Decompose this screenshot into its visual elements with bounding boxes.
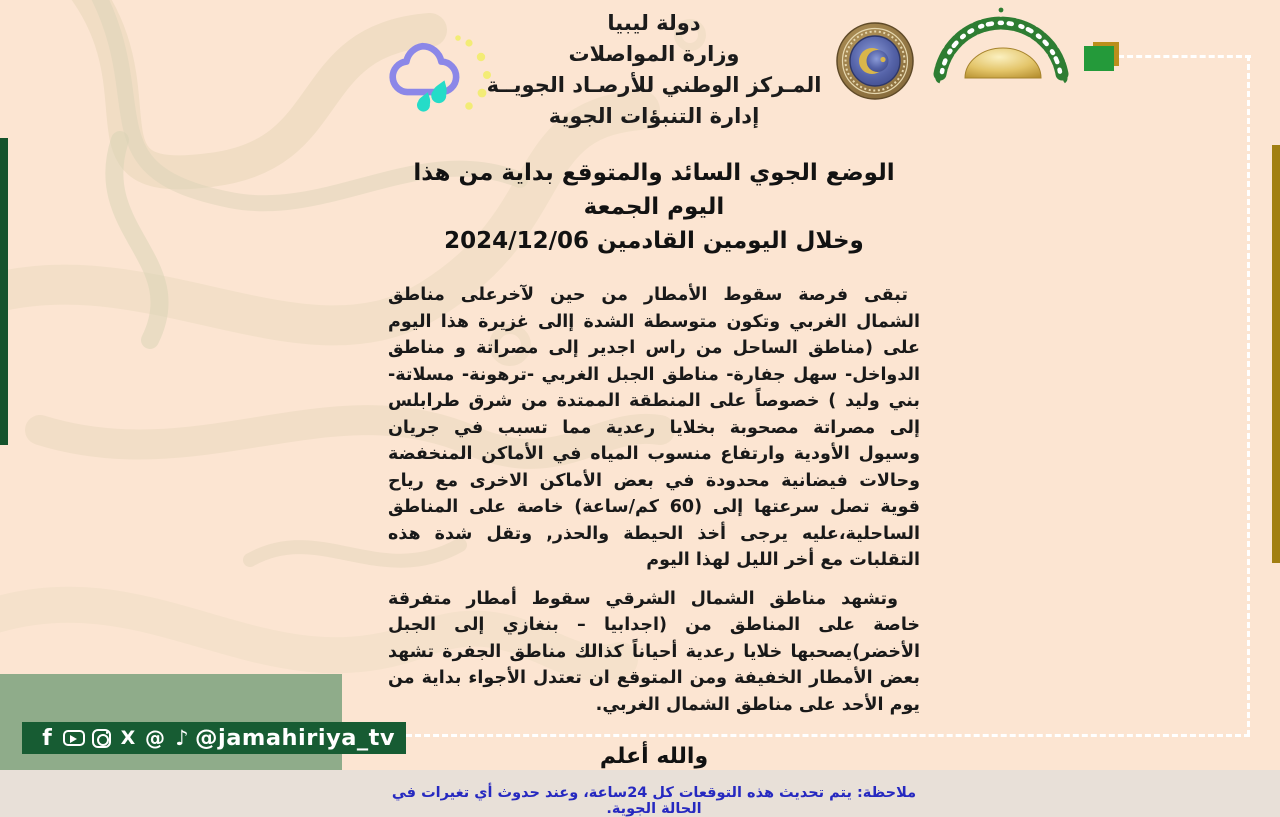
right-olive-edge-bar: [1272, 145, 1280, 563]
org-line-center: المـركز الوطني للأرصـاد الجويــة: [486, 73, 822, 97]
jamahiriya-tv-logo: [928, 2, 1074, 82]
social-handle[interactable]: @jamahiriya_tv: [195, 725, 396, 751]
social-icons-group: [36, 727, 193, 749]
social-media-bar: [22, 722, 406, 754]
title-date: 2024/12/06: [444, 228, 589, 254]
threads-icon[interactable]: @: [145, 726, 165, 750]
left-green-edge-bar: [0, 138, 8, 445]
org-line-department: إدارة التنبؤات الجوية: [548, 104, 760, 128]
youtube-icon-shape: [63, 730, 85, 746]
forecast-paragraph-northeast: وتشهد مناطق الشمال الشرقي سقوط أمطار متفرقة خاصة على المناطق من (اجدابيا – بنغازي إلى الجبل الأخضر)يصحبها خلايا رعدية أحياناً كذالك مناطق الجفرة تشهد بعض الأمطار الخفيفة ومن المتوقع ان تعتدل الأجواء بداية من يوم الأحد على مناطق الشمال الغربي.: [388, 588, 920, 715]
dashed-border-top: [1118, 55, 1251, 58]
tiktok-icon[interactable]: ♪: [175, 726, 189, 750]
x-icon[interactable]: X: [120, 727, 136, 749]
instagram-icon-shape: [92, 729, 111, 748]
update-note: ملاحظة: يتم تحديث هذه التوقعات كل 24ساعة، وعند حدوث أي تغيرات في الحالة الجوية.: [391, 785, 917, 817]
closing-phrase: والله أعلم: [599, 744, 709, 769]
org-line-ministry: وزارة المواصلات: [568, 42, 740, 66]
bulletin-title: [388, 156, 920, 258]
title-line-1: الوضع الجوي السائد والمتوقع بداية من هذا اليوم الجمعة: [413, 160, 895, 220]
green-flag-icon: [1084, 46, 1114, 71]
facebook-icon[interactable]: f: [42, 725, 52, 751]
dashed-border-right: [1247, 55, 1250, 736]
forecast-paragraph-northwest: تبقى فرصة سقوط الأمطار من حين لآخرعلى مناطق الشمال الغربي وتكون متوسطة الشدة إالى غزيرة هذا اليوم على (مناطق الساحل من راس اجدير إلى مصراتة و مناطق الدواخل- سهل جفارة- مناطق الجبل الغربي -ترهونة- مسلاتة- بني وليد ) خصوصاً على المنطقة الممتدة من شرق طرابلس إلى مصراتة مصحوبة بخلايا رعدية مما تسبب في جريان وسيول الأودية وارتفاع منسوب المياه في الأماكن المنخفضة وحالات فيضانية محدودة في بعض الأماكن الاخرى مع رياح قوية تصل سرعتها إلى (60 كم/ساعة) خاصة على المناطق الساحلية،عليه يرجى أخذ الحيطة والحذر, وتقل شدة هذه التقلبات مع أخر الليل لهذا اليوم: [388, 285, 921, 570]
bulletin-document: [388, 8, 920, 817]
org-header: [388, 8, 920, 132]
org-line-country: دولة ليبيا: [607, 11, 701, 35]
youtube-icon[interactable]: [63, 727, 85, 749]
title-line-2-text: وخلال اليومين القادمين: [597, 228, 864, 254]
title-line-2: [388, 224, 920, 258]
instagram-icon[interactable]: [90, 727, 112, 749]
